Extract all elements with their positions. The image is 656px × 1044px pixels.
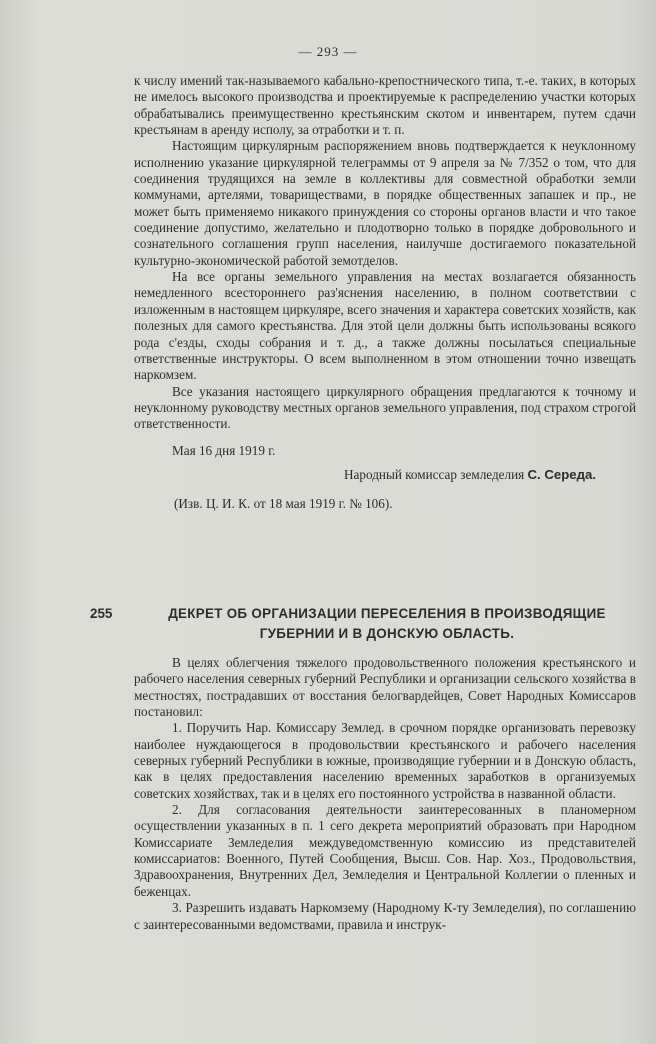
circular-text [134, 73, 636, 513]
signature [134, 467, 636, 483]
decree-number: 255 [90, 606, 113, 621]
decree-item: 2. Для согласования деятельности заинтересованных в планомерном осуществлении указанных в п. 1 сего декрета мероприятий образовать при Народном Комиссариате Земледелия междуведомственную комиссию из представителей комиссариатов: Военного, Путей Сообщения, Высш. Сов. Нар. Хоз., Продовольствия, Здравоохранения, Внутренних Дел, Земледелия и Центральной Коллегии о пленных и беженцах. [134, 802, 636, 899]
paragraph: к числу имений так-называемого кабально-крепостнического типа, т.-е. таких, в которых не имелось высокого производства и проектируемые к распределению участки которых обрабатывались преимущественно крестьянским скотом и инвентарем, путем сдачи крестьянам в аренду исполу, за отработки и т. п. [134, 73, 636, 138]
decree-item: 1. Поручить Нар. Комиссару Землед. в срочном порядке организовать перевозку наиболее нуждающегося в продовольствии крестьянского и рабочего населения северных губерний Республики в южные, производящие губернии и в Донскую область, как в целях предоставления населению временных заработков в организуемых советских хозяйствах, так и в целях его постоянного устройства в названной области. [134, 720, 636, 801]
paragraph: Все указания настоящего циркулярного обращения предлагаются к точному и неуклонному руководству местных органов земельного управления, под страхом строгой ответственности. [134, 383, 636, 432]
paragraph: На все органы земельного управления на местах возлагается обязанность немедленного всестороннего раз'яснения населению, в полном соответствии с изложенным в настоящем циркуляре, всего значения и характера советских хозяйств, как полезных для самого крестьянства. Для этой цели должны быть использованы всякого рода с'езды, сходы собрания и т. д., а также должны посылаться специальные ответственные инструкторы. О всем выполненном в этом отношении точно извещать наркомзем. [134, 269, 636, 383]
decree-heading [90, 604, 638, 644]
dateline: Мая 16 дня 1919 г. [172, 442, 276, 458]
decree-item: 3. Разрешить издавать Наркомзему (Народному К-ту Земледелия), по соглашению с заинтересованными ведомствами, правила и инструк- [134, 900, 636, 932]
signature-name: С. Середа. [527, 466, 596, 482]
source-citation: (Изв. Ц. И. К. от 18 мая 1919 г. № 106). [174, 496, 393, 512]
page-number: — 293 — [298, 44, 358, 59]
signature-title: Народный комиссар земледелия [344, 466, 525, 482]
decree-title: ДЕКРЕТ ОБ ОРГАНИЗАЦИИ ПЕРЕСЕЛЕНИЯ В ПРОИЗВОДЯЩИЕ ГУБЕРНИИ И В ДОНСКУЮ ОБЛАСТЬ. [168, 606, 606, 641]
decree-text [134, 655, 636, 933]
paragraph: Настоящим циркулярным распоряжением вновь подтверждается к неуклонному исполнению указание циркулярной телеграммы от 9 апреля за № 7/352 о том, что для соединения трудящихся на земле в коллективы для совместной обработки земли коммунами, артелями, товариществами, в порядке общественных запашек и пр., не может быть применяемо никакого принуждения со стороны органов власти и что такое соединение допустимо, желательно и плодотворно только в порядке добровольного и сознательного соглашения групп населения, наилучше достигаемого показательной культурно-экономической работой земотделов. [134, 138, 636, 268]
paragraph: В целях облегчения тяжелого продовольственного положения крестьянского и рабочего населения северных губерний Республики и организации сельского хозяйства в местностях, пострадавших от восстания белогвардейцев, Совет Народных Комиссаров постановил: [134, 655, 636, 720]
